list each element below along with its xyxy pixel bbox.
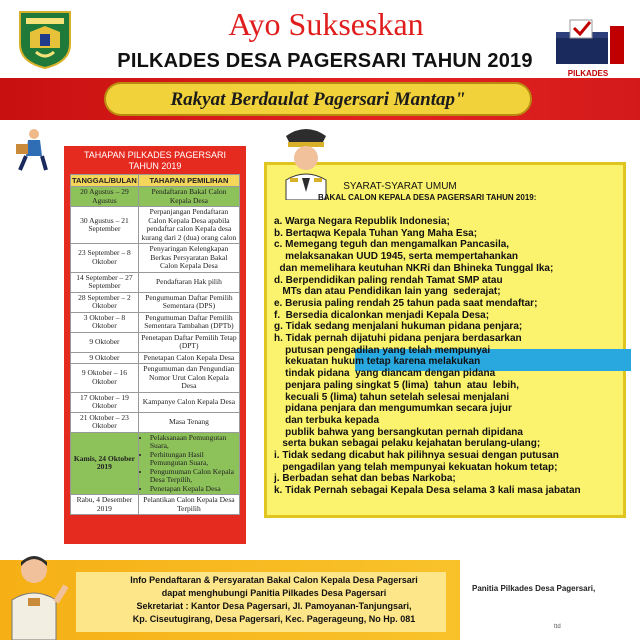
table-row: [71, 187, 240, 207]
list-item: i. Tidak sedang dicabut hak pilihnya sesuai dengan putusan: [274, 450, 559, 462]
ballot-box-icon: [548, 14, 628, 68]
table-row: [71, 332, 240, 352]
schedule-stage: Pendaftaran Hak pilih: [138, 272, 239, 292]
schedule-col-stage: TAHAPAN PEMILIHAN: [138, 175, 239, 187]
list-item: d. Berpendidikan paling rendah Tamat SMP atau: [274, 274, 503, 286]
slogan-text: Rakyat Berdaulat Pagersari Mantap": [170, 89, 466, 110]
regency-crest-logo: [14, 8, 76, 70]
schedule-date: 14 September – 27 September: [71, 272, 139, 292]
list-item: a. Warga Negara Republik Indonesia;: [274, 216, 450, 227]
table-row: [71, 207, 240, 244]
schedule-col-date: TANGGAL/BULAN: [72, 176, 137, 185]
requirements-subtitle: BAKAL CALON KEPALA DESA PAGERSARI TAHUN 2019:: [318, 193, 537, 202]
footer-line: dapat menghubungi Panitia Pilkades Desa Pagersari: [161, 588, 387, 598]
schedule-stage: Penyaringan Kelengkapan Berkas Persyaratan Bakal Calon Kepala Desa: [138, 244, 239, 273]
page-title: Ayo Sukseskan: [228, 6, 424, 42]
footer-line: Info Pendaftaran & Persyaratan Bakal Calon Kepala Desa Pagersari: [130, 575, 418, 585]
schedule-stage: Penetapan Calon Kepala Desa: [138, 352, 239, 364]
list-item: putusan pengadilan yang telah mempunyai: [274, 344, 491, 356]
list-item: • Pelaksanaan Pemungutan Suara,: [150, 434, 237, 451]
schedule-stage: Pengumuman dan Pengundian Nomor Urut Calon Kepala Desa: [138, 364, 239, 393]
footer-signature-area: [460, 560, 640, 640]
list-item: h. Tidak pernah dijatuhi pidana penjara berdasarkan: [274, 333, 522, 345]
schedule-table: [70, 174, 240, 515]
footer-line: Kp. Ciseutugirang, Desa Pagersari, Kec. Pagerageung, No Hp. 081: [132, 614, 416, 624]
schedule-date: 23 September – 8 Oktober: [71, 244, 139, 273]
schedule-date: 9 Oktober: [71, 332, 139, 352]
list-item: pengadilan yang telah mempunyai kekuatan hokum tetap;: [274, 461, 558, 473]
schedule-stage: Penetapan Daftar Pemilih Tetap (DPT): [138, 332, 239, 352]
schedule-date: 30 Agustus – 21 September: [71, 207, 139, 244]
table-row: [71, 272, 240, 292]
list-item: publik bahwa yang bersangkutan pernah dipidana: [274, 426, 523, 438]
list-item: serta bukan sebagai pelaku kejahatan berulang-ulang;: [274, 438, 541, 450]
schedule-stage: Pendaftaran Bakal Calon Kepala Desa: [138, 187, 239, 207]
table-row: [71, 352, 240, 364]
requirements-list: [274, 216, 624, 497]
running-man-icon: [14, 128, 50, 172]
list-item: dan terbuka kepada: [274, 414, 380, 426]
list-item: pidana penjara dan mengumumkan secara jujur: [274, 403, 512, 415]
list-item: c. Memegang teguh dan mengamalkan Pancasila,: [274, 239, 510, 251]
list-item: e. Berusia paling rendah 25 tahun pada saat mendaftar;: [274, 297, 538, 309]
schedule-date: 9 Oktober – 16 Oktober: [71, 364, 139, 393]
schedule-date: 28 September – 2 Oktober: [71, 292, 139, 312]
requirements-title: SYARAT-SYARAT UMUM: [343, 181, 457, 192]
list-item: kekuatan hukum tetap karena melakukan: [274, 356, 481, 368]
slogan-banner: [104, 82, 532, 116]
signature-text: ttd: [554, 624, 561, 630]
footer-info-text: [84, 574, 464, 626]
list-item: melaksanakan UUD 1945, serta mempertahankan: [274, 251, 519, 263]
schedule-stage: Pengumuman Daftar Pemilih Sementara Tambahan (DPTb): [138, 312, 239, 332]
list-item: • Perhitungan Hasil Pemungutan Suara,: [150, 451, 237, 468]
list-item: tindak pidana yang diancam dengan pidana: [274, 368, 496, 380]
list-item: g. Tidak sedang menjalani hukuman pidana penjara;: [274, 321, 523, 333]
table-row: [71, 495, 240, 515]
schedule-date: Rabu, 4 Desember 2019: [71, 495, 139, 515]
list-item: j. Berbadan sehat dan bebas Narkoba;: [274, 473, 456, 485]
schedule-stage: Kampanye Calon Kepala Desa: [138, 392, 239, 412]
schedule-stage: Pengumuman Daftar Pemilih Sementara (DPS): [138, 292, 239, 312]
table-row: [71, 364, 240, 393]
list-item: • Pengumuman Calon Kepala Desa Terpilih,: [150, 468, 237, 485]
committee-name: Panitia Pilkades Desa Pagersari,: [472, 584, 596, 593]
list-item: dan memelihara keutuhan NKRi dan Bhineka Tunggal Ika;: [274, 262, 554, 274]
list-item: penjara paling singkat 5 (lima) tahun atau lebih,: [274, 379, 520, 391]
table-row: [71, 312, 240, 332]
schedule-date: Kamis, 24 Oktober 2019: [71, 432, 139, 495]
list-item: b. Bertaqwa Kepala Tuhan Yang Maha Esa;: [274, 227, 478, 239]
schedule-stage: Masa Tenang: [138, 412, 239, 432]
schedule-panel: [64, 146, 246, 544]
man-pointing-icon: [0, 548, 68, 640]
schedule-date: 3 Oktober – 8 Oktober: [71, 312, 139, 332]
pilkades-logo: [548, 14, 628, 78]
schedule-date: 21 Oktober – 23 Oktober: [71, 412, 139, 432]
table-row: [71, 292, 240, 312]
schedule-title: TAHAPAN PILKADES PAGERSARI TAHUN 2019: [83, 150, 227, 171]
table-row-highlight: [71, 432, 240, 495]
list-item: k. Tidak Pernah sebagai Kepala Desa selama 3 kali masa jabatan: [274, 485, 581, 497]
schedule-stage: Perpanjangan Pendaftaran Calon Kepala Desa apabila pendaftar calon Kepala desa kurang dari 2 (dua) orang calon: [138, 207, 239, 244]
table-row: [71, 244, 240, 273]
footer-line: Sekretariat : Kantor Desa Pagersari, Jl. Pamoyanan-Tanjungsari,: [136, 601, 412, 611]
pilkades-badge: PILKADES: [567, 69, 609, 78]
schedule-date: 20 Agustus – 29 Agustus: [71, 187, 139, 207]
list-item: MTs dan atau Pendidikan lain yang sederajat;: [274, 286, 501, 298]
page-subtitle: PILKADES DESA PAGERSARI TAHUN 2019: [117, 50, 533, 72]
list-item: f. Bersedia dicalonkan menjadi Kepala Desa;: [274, 309, 490, 321]
list-item: kecuali 5 (lima) tahun setelah selesai menjalani: [274, 391, 510, 403]
schedule-stage-list: [138, 432, 239, 495]
schedule-stage: Pelantikan Calon Kepala Desa Terpilih: [138, 495, 239, 515]
schedule-date: 17 Oktober – 19 Oktober: [71, 392, 139, 412]
table-row: [71, 412, 240, 432]
schedule-date: 9 Oktober: [71, 352, 139, 364]
table-row: [71, 392, 240, 412]
list-item: • Penetapan Kepala Desa: [150, 485, 237, 494]
